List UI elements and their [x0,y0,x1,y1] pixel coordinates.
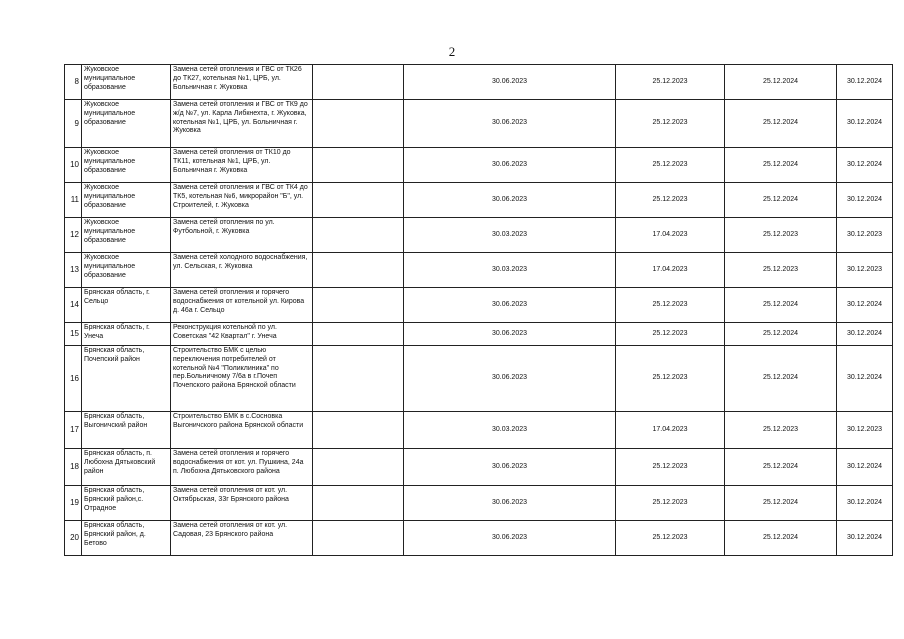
municipality-cell: Брянская область, г. Унеча [82,323,171,346]
date-cell-3: 25.12.2023 [725,253,837,288]
date-cell-2: 25.12.2023 [616,288,725,323]
date-cell-4: 30.12.2024 [837,486,893,521]
empty-cell [313,148,404,183]
table-row [65,148,893,183]
date-cell-3: 25.12.2024 [725,65,837,100]
table-row [65,288,893,323]
empty-cell [313,218,404,253]
date-cell-4: 30.12.2024 [837,288,893,323]
work-description-cell: Замена сетей отопления по ул. Футбольной, г. Жуковка [171,218,313,253]
date-cell-1: 30.06.2023 [404,323,616,346]
row-number: 13 [65,253,82,288]
empty-cell [313,253,404,288]
date-cell-2: 17.04.2023 [616,412,725,449]
date-cell-3: 25.12.2024 [725,323,837,346]
work-description-cell: Замена сетей отопления и горячего водоснабжения от кот. ул. Пушкина, 24а п. Любохна Дятьковского района [171,449,313,486]
date-cell-2: 25.12.2023 [616,449,725,486]
date-cell-2: 25.12.2023 [616,183,725,218]
date-cell-2: 25.12.2023 [616,100,725,148]
empty-cell [313,65,404,100]
empty-cell [313,288,404,323]
row-number: 12 [65,218,82,253]
date-cell-1: 30.06.2023 [404,183,616,218]
empty-cell [313,486,404,521]
date-cell-2: 25.12.2023 [616,486,725,521]
date-cell-3: 25.12.2024 [725,521,837,556]
work-description-cell: Замена сетей холодного водоснабжения, ул. Сельская, г. Жуковка [171,253,313,288]
date-cell-1: 30.06.2023 [404,65,616,100]
work-description-cell: Замена сетей отопления и горячего водоснабжения от котельной ул. Кирова д. 46а г. Сельцо [171,288,313,323]
row-number: 18 [65,449,82,486]
table-row [65,183,893,218]
municipality-cell: Брянская область, Почепский район [82,346,171,412]
table-row [65,65,893,100]
date-cell-4: 30.12.2023 [837,253,893,288]
table-row [65,100,893,148]
page-number: 2 [448,44,456,59]
municipality-cell: Жуковское муниципальное образование [82,100,171,148]
date-cell-2: 25.12.2023 [616,323,725,346]
table-row [65,449,893,486]
empty-cell [313,183,404,218]
date-cell-4: 30.12.2024 [837,183,893,218]
row-number: 8 [65,65,82,100]
date-cell-2: 25.12.2023 [616,521,725,556]
table-row [65,486,893,521]
row-number: 10 [65,148,82,183]
schedule-table [64,64,893,556]
row-number: 16 [65,346,82,412]
municipality-cell: Брянская область, Брянский район, д. Бетово [82,521,171,556]
date-cell-1: 30.06.2023 [404,288,616,323]
date-cell-3: 25.12.2024 [725,288,837,323]
table-row [65,412,893,449]
empty-cell [313,521,404,556]
work-description-cell: Замена сетей отопления и ГВС от ТК9 до ж/д №7, ул. Карла Либкнехта, г. Жуковка, котельная №1, ЦРБ, ул. Больничная г. Жуковка [171,100,313,148]
table-row [65,218,893,253]
date-cell-1: 30.06.2023 [404,100,616,148]
work-description-cell: Замена сетей отопления и ГВС от ТК26 до ТК27, котельная №1, ЦРБ, ул. Больничная г. Жуковка [171,65,313,100]
municipality-cell: Жуковское муниципальное образование [82,183,171,218]
row-number: 20 [65,521,82,556]
date-cell-4: 30.12.2024 [837,449,893,486]
work-description-cell: Строительство БМК в с.Сосновка Выгоничского района Брянской области [171,412,313,449]
empty-cell [313,346,404,412]
municipality-cell: Брянская область, п. Любохна Дятьковский район [82,449,171,486]
empty-cell [313,412,404,449]
table-row [65,323,893,346]
date-cell-3: 25.12.2024 [725,100,837,148]
date-cell-3: 25.12.2024 [725,183,837,218]
date-cell-1: 30.06.2023 [404,521,616,556]
municipality-cell: Брянская область, Брянский район,с. Отрадное [82,486,171,521]
work-description-cell: Замена сетей отопления от кот. ул. Садовая, 23 Брянского района [171,521,313,556]
municipality-cell: Брянская область, г. Сельцо [82,288,171,323]
date-cell-4: 30.12.2023 [837,412,893,449]
municipality-cell: Жуковское муниципальное образование [82,65,171,100]
date-cell-3: 25.12.2024 [725,148,837,183]
date-cell-3: 25.12.2024 [725,486,837,521]
date-cell-1: 30.03.2023 [404,253,616,288]
row-number: 17 [65,412,82,449]
date-cell-4: 30.12.2024 [837,65,893,100]
date-cell-2: 17.04.2023 [616,218,725,253]
date-cell-4: 30.12.2024 [837,100,893,148]
table-row [65,346,893,412]
date-cell-2: 25.12.2023 [616,346,725,412]
row-number: 19 [65,486,82,521]
date-cell-3: 25.12.2023 [725,218,837,253]
municipality-cell: Брянская область, Выгоничский район [82,412,171,449]
date-cell-1: 30.06.2023 [404,486,616,521]
date-cell-1: 30.06.2023 [404,346,616,412]
work-description-cell: Замена сетей отопления от кот. ул. Октябрьская, 33г Брянского района [171,486,313,521]
municipality-cell: Жуковское муниципальное образование [82,148,171,183]
row-number: 14 [65,288,82,323]
date-cell-4: 30.12.2024 [837,521,893,556]
date-cell-1: 30.03.2023 [404,218,616,253]
empty-cell [313,323,404,346]
date-cell-3: 25.12.2024 [725,346,837,412]
work-description-cell: Реконструкция котельной по ул. Советская "42 Квартал" г. Унеча [171,323,313,346]
work-description-cell: Строительство БМК с целью переключения потребителей от котельной №4 "Поликлиника" по пер.Больничному 7/6а в г.Почеп Почепского района Брянской области [171,346,313,412]
municipality-cell: Жуковское муниципальное образование [82,218,171,253]
work-description-cell: Замена сетей отопления и ГВС от ТК4 до ТК5, котельная №6, микрорайон "Б", ул. Строителей, г. Жуковка [171,183,313,218]
date-cell-4: 30.12.2023 [837,218,893,253]
work-description-cell: Замена сетей отопления от ТК10 до ТК11, котельная №1, ЦРБ, ул. Больничная г. Жуковка [171,148,313,183]
date-cell-2: 25.12.2023 [616,148,725,183]
municipality-cell: Жуковское муниципальное образование [82,253,171,288]
row-number: 9 [65,100,82,148]
date-cell-1: 30.06.2023 [404,148,616,183]
date-cell-2: 25.12.2023 [616,65,725,100]
row-number: 15 [65,323,82,346]
row-number: 11 [65,183,82,218]
date-cell-1: 30.03.2023 [404,412,616,449]
date-cell-2: 17.04.2023 [616,253,725,288]
table-row [65,521,893,556]
date-cell-3: 25.12.2023 [725,412,837,449]
date-cell-4: 30.12.2024 [837,148,893,183]
date-cell-3: 25.12.2024 [725,449,837,486]
date-cell-4: 30.12.2024 [837,323,893,346]
table-row [65,253,893,288]
date-cell-1: 30.06.2023 [404,449,616,486]
empty-cell [313,449,404,486]
date-cell-4: 30.12.2024 [837,346,893,412]
empty-cell [313,100,404,148]
